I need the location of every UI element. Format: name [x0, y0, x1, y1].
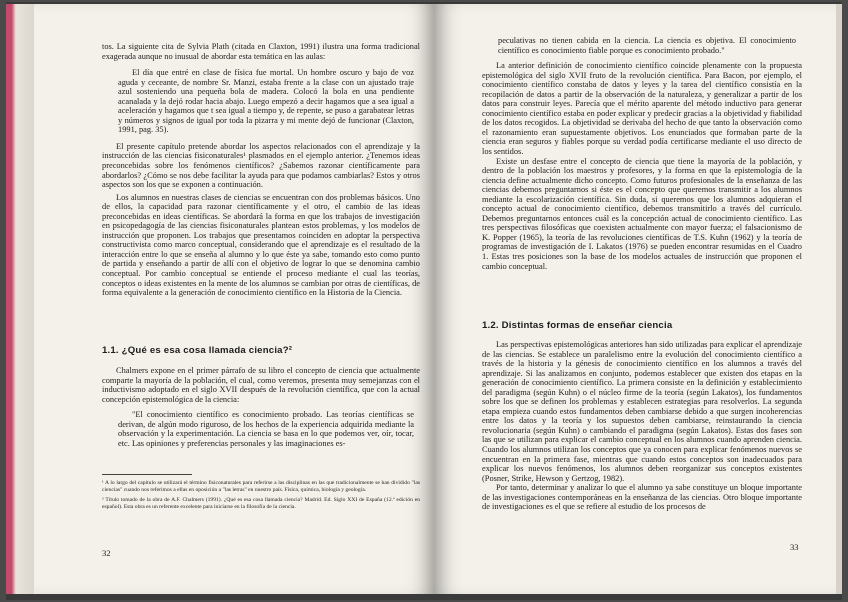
footnote-1: ¹ A lo largo del capítulo se utilizará el término fisiconaturales para referirse a las disciplinas en las que tradicionalmente se han dividido "las ciencias" cuando nos referimos a ellas en oposición a "las letras" en nuestro país. Física, química, biología y geología. — [102, 480, 420, 493]
plath-quote: El día que entré en clase de física fue mortal. Un hombre oscuro y bajo de voz aguda y ceceante, de nombre Sr. Manzi, estaba frente a la clase con un ajustado traje azul sosteniendo una pequeña bola de madera. Colocó la bola en una pendiente acanalada y la dejó rodar hacia abajo. Luego empezó a decir hagamos que a sea igual a aceleración y hagamos que t sea igual a tiempo y, de repente, se puso a garabatear letras y números y signos de igual por toda la pizarra y mi mente dejó de funcionar (Claxton, 1991, pag. 35). — [118, 68, 414, 135]
left-paragraph-2: El presente capítulo pretende abordar los aspectos relacionados con el aprendizaje y la instrucción de las ciencias fisiconaturales¹ plasmados en el ejemplo anterior. ¿Tenemos ideas preconcebidas sobre los fenómenos científicos? ¿Sabemos razonar científicamente para abordarlos? ¿Cómo se nos debe facilitar la ayuda para que podamos cambiarlas? Estos y otros aspectos son los que se exponen a continuación. — [102, 141, 420, 190]
section-heading-1-2: 1.2. Distintas formas de enseñar ciencia — [482, 320, 673, 331]
intro-paragraph: tos. La siguiente cita de Sylvia Plath (citada en Claxton, 1991) ilustra una forma tradicional exagerada aunque no inusual de abordar esta temática en las aulas: — [102, 42, 420, 61]
right-paragraph-2: Existe un desfase entre el concepto de ciencia que tiene la mayoría de la población, y dentro de la población los maestros y profesores, y la forma en que la epistemología de la ciencia define actualmente dicho concepto. Como futuros profesionales de la enseñanza de las ciencias debemos preguntarnos si éste es el concepto que queremos transmitir a los alumnos mediante la escolarización científica. Sin duda, si queremos que los alumnos adquieran el concepto actual de conocimiento científico, debemos transmitirlo a través del currículo. Debemos preguntarnos entonces cuál es la concepción actual de conocimiento científico. Las tres perspectivas filosóficas que coexisten actualmente con mayor fuerza; el falsacionismo de K. Popper (1965), la teoría de las revoluciones científicas de T.S. Kuhn (1962) y la teoría de programas de investigación de I. Lakatos (1976) se pueden encontrar resumidas en el Cuadro 1. Estas tres posiciones son la base de los modelos actuales de instrucción que proponen el cambio conceptual. — [482, 156, 802, 271]
right-page — [434, 4, 836, 594]
book-edge-right — [836, 4, 842, 594]
page-number-left: 32 — [102, 548, 111, 558]
section-heading-1-1: 1.1. ¿Qué es esa cosa llamada ciencia?² — [102, 345, 293, 356]
quote-continuation: peculativas no tienen cabida en la ciencia. La ciencia es objetiva. El conocimiento científico es conocimiento fiable porque es conocimiento probado." — [498, 36, 796, 55]
chalmers-quote: "El conocimiento científico es conocimiento probado. Las teorías científicas se derivan, de algún modo riguroso, de los hechos de la experiencia adquirida mediante la observación y la experimentación. La ciencia se basa en lo que podemos ver, oír, tocar, etc. Las opiniones y preferencias personales y las imaginaciones es- — [118, 410, 414, 448]
right-text-top — [482, 36, 802, 271]
right-paragraph-1: La anterior definición de conocimiento científico coincide plenamente con la propuesta epistemológica del siglo XVII fruto de la revolución científica. Para Bacon, por ejemplo, el conocimiento científico constaba de datos y leyes y la tarea del científico consistía en la recopilación de datos a partir de la observación de la naturaleza, y generalizar a partir de los datos para construir leyes. Parecía que el mérito aparente del método inductivo para generar conocimiento científico estaba en poder explicar y predecir gracias a la objetividad y fiabilidad de los datos recogidos. La objetividad se derivaba del hecho de que tanto la observación como el razonamiento eran supuestamente objetivos. Los enunciados que formaban parte de la ciencia eran seguros y fiables porque su verdad podía certificarse mediante el uso directo de los sentidos. — [482, 61, 802, 157]
left-text-bottom — [102, 366, 420, 448]
left-paragraph-3: Los alumnos en nuestras clases de ciencias se encuentran con dos problemas básicos. Uno de ellos, la capacidad para razonar científicamente y el otro, el cambio de las ideas preconcebidas en ideas científicas. Se abordará la forma en que los trabajos de investigación en psicopedagogía de las ciencias fisiconaturales plantean estos problemas, y los modelos de instrucción que proponen. Los trabajos que presentamos coinciden en adoptar la perspectiva constructivista como marco conceptual, considerando que el aprendizaje es el resultado de la interacción entre lo que se enseña al alumno y lo que éste ya sabe, tomando esto como punto de partida y enseñando a partir de allí con el objetivo de lograr lo que se denomina cambio conceptual. Por cambio conceptual se entiende el proceso mediante el cual las teorías, conceptos o ideas existentes en la mente de los alumnos se cambian por otras de científicas, de forma equivalente a la generación de conocimiento científico en la Historia de la Ciencia. — [102, 192, 420, 298]
right-paragraph-4: Por tanto, determinar y analizar lo que el alumno ya sabe constituye un bloque importante de las investigaciones contemporáneas en la enseñanza de las ciencias. Otro bloque importante de investigaciones es el que se refiere al estudio de los procesos de — [482, 483, 802, 512]
book-edge-left — [6, 4, 34, 594]
right-paragraph-3: Las perspectivas epistemológicas anteriores han sido utilizadas para explicar el aprendizaje de las ciencias. Se establece un paralelismo entre la evolución del conocimiento científico a través de la historia y la génesis de conocimiento científico en los alumnos a través del aprendizaje. Si las analizamos en conjunto, podemos establecer que existen dos etapas en la generación de conocimiento científico. La primera consiste en la definición y establecimiento del paradigma (según Kuhn) o el núcleo firme de la teoría (según Lakatos), los fundamentos sobre los que se definen los problemas y establecen estrategias para resolverlos. La segunda etapa empieza cuando estos fundamentos deben cambiarse debido a que surgen incoherencias entre los datos y la teoría y los supuestos deben cambiarse, reinstaurando la ciencia revolucionaria (según Kuhn) o cambiando el paradigma (según Lakatos). Estas dos fases son las que se utilizan para explicar el cambio conceptual en los alumnos cuando aprenden ciencia. Cuando los alumnos utilizan los conceptos que ya conocen para explicar fenómenos nuevos se encuentran en la primera fase, mientras que cuando estos conceptos son inadecuados para explicar los nuevos fenómenos, los alumnos deben reorganizar sus conceptos existentes (Posner, Strike, Hewson y Gertzog, 1982). — [482, 340, 802, 483]
page-number-right: 33 — [790, 542, 799, 552]
footnote-2: ² Título tomado de la obra de A.F. Chalmers (1991). ¿Qué es esa cosa llamada ciencia? Madrid. Ed. Siglo XXI de España (12.ª edición en español). Esta obra es un referente excelente para iniciarse en la filosofía de la ciencia. — [102, 497, 420, 510]
left-paragraph-4: Chalmers expone en el primer párrafo de su libro el concepto de ciencia que actualmente comparte la mayoría de la población, el cual, como veremos, presenta muy semejanzas con el inductivismo adoptado en el siglo XVII después de la revolución científica, que con la actual concepción epistemológica de la ciencia: — [102, 366, 420, 404]
left-text-top — [102, 42, 420, 298]
footnotes — [102, 480, 420, 511]
right-text-bottom — [482, 340, 802, 512]
left-page — [34, 4, 434, 594]
footnote-rule — [102, 474, 192, 475]
